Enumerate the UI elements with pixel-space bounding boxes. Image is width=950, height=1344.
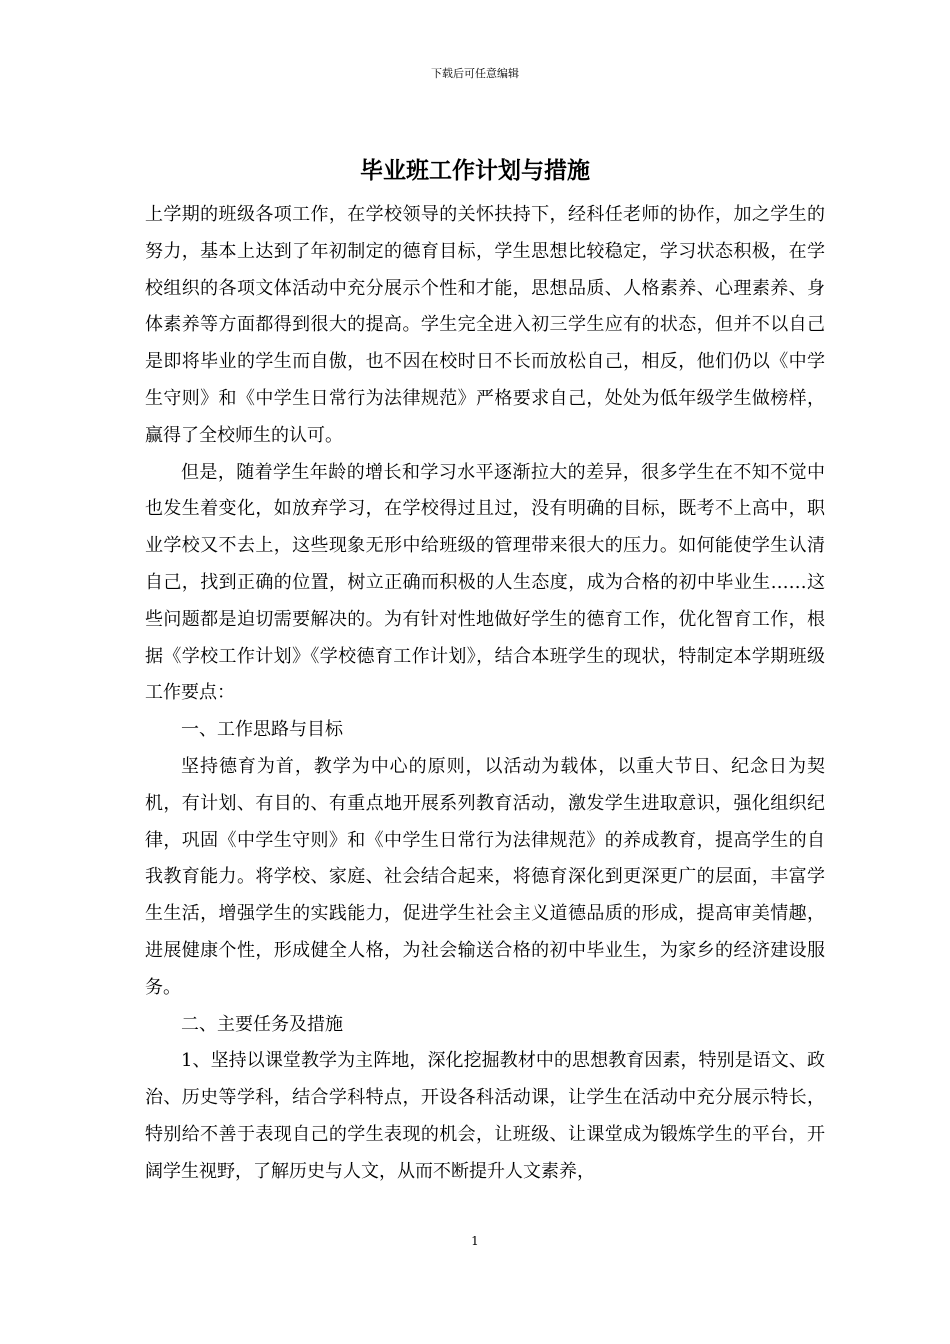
header-note: 下载后可任意编辑 xyxy=(431,67,519,80)
page-number: 1 xyxy=(471,1234,479,1248)
section-heading-1: 一、工作思路与目标 xyxy=(181,719,343,741)
paragraph-challenges: 但是，随着学生年龄的增长和学习水平逐渐拉大的差异，很多学生在不知不觉中也发生着变化，如放弃学习，在学校得过且过，没有明确的目标，既考不上高中，职业学校又不去上，这些现象无形中给班级的管理带来很大的压力。如何能使学生认清自己，找到正确的位置，树立正确而积极的人生态度，成为合格的初中毕业生……这些问题都是迫切需要解决的。为有针对性地做好学生的德育工作，优化智育工作，根据《学校工作计划》《学校德育工作计划》，结合本班学生的现状，特制定本学期班级工作要点： xyxy=(145,461,825,704)
document-title: 毕业班工作计划与措施 xyxy=(360,157,590,184)
paragraph-measure-1: 1、坚持以课堂教学为主阵地，深化挖掘教材中的思想教育因素，特别是语文、政治、历史等学科，结合学科特点，开设各科活动课，让学生在活动中充分展示特长，特别给不善于表现自己的学生表现的机会，让班级、让课堂成为锻炼学生的平台，开阔学生视野，了解历史与人文，从而不断提升人文素养， xyxy=(145,1050,825,1182)
section-heading-2: 二、主要任务及措施 xyxy=(181,1013,343,1035)
paragraph-goals: 坚持德育为首，教学为中心的原则，以活动为载体，以重大节日、纪念日为契机，有计划、有目的、有重点地开展系列教育活动，激发学生进取意识，强化组织纪律，巩固《中学生守则》和《中学生日常行为法律规范》的养成教育，提高学生的自我教育能力。将学校、家庭、社会结合起来，将德育深化到更深更广的层面，丰富学生生活，增强学生的实践能力，促进学生社会主义道德品质的形成，提高审美情趣，进展健康个性，形成健全人格，为社会输送合格的初中毕业生，为家乡的经济建设服务。 xyxy=(145,755,825,998)
paragraph-intro: 上学期的班级各项工作，在学校领导的关怀扶持下，经科任老师的协作，加之学生的努力，基本上达到了年初制定的德育目标，学生思想比较稳定，学习状态积极，在学校组织的各项文体活动中充分展示个性和才能，思想品质、人格素养、心理素养、身体素养等方面都得到很大的提高。学生完全进入初三学生应有的状态，但并不以自己是即将毕业的学生而自傲，也不因在校时日不长而放松自己，相反，他们仍以《中学生守则》和《中学生日常行为法律规范》严格要求自己，处处为低年级学生做榜样，赢得了全校师生的认可。 xyxy=(145,204,825,446)
document-body xyxy=(145,197,825,1191)
